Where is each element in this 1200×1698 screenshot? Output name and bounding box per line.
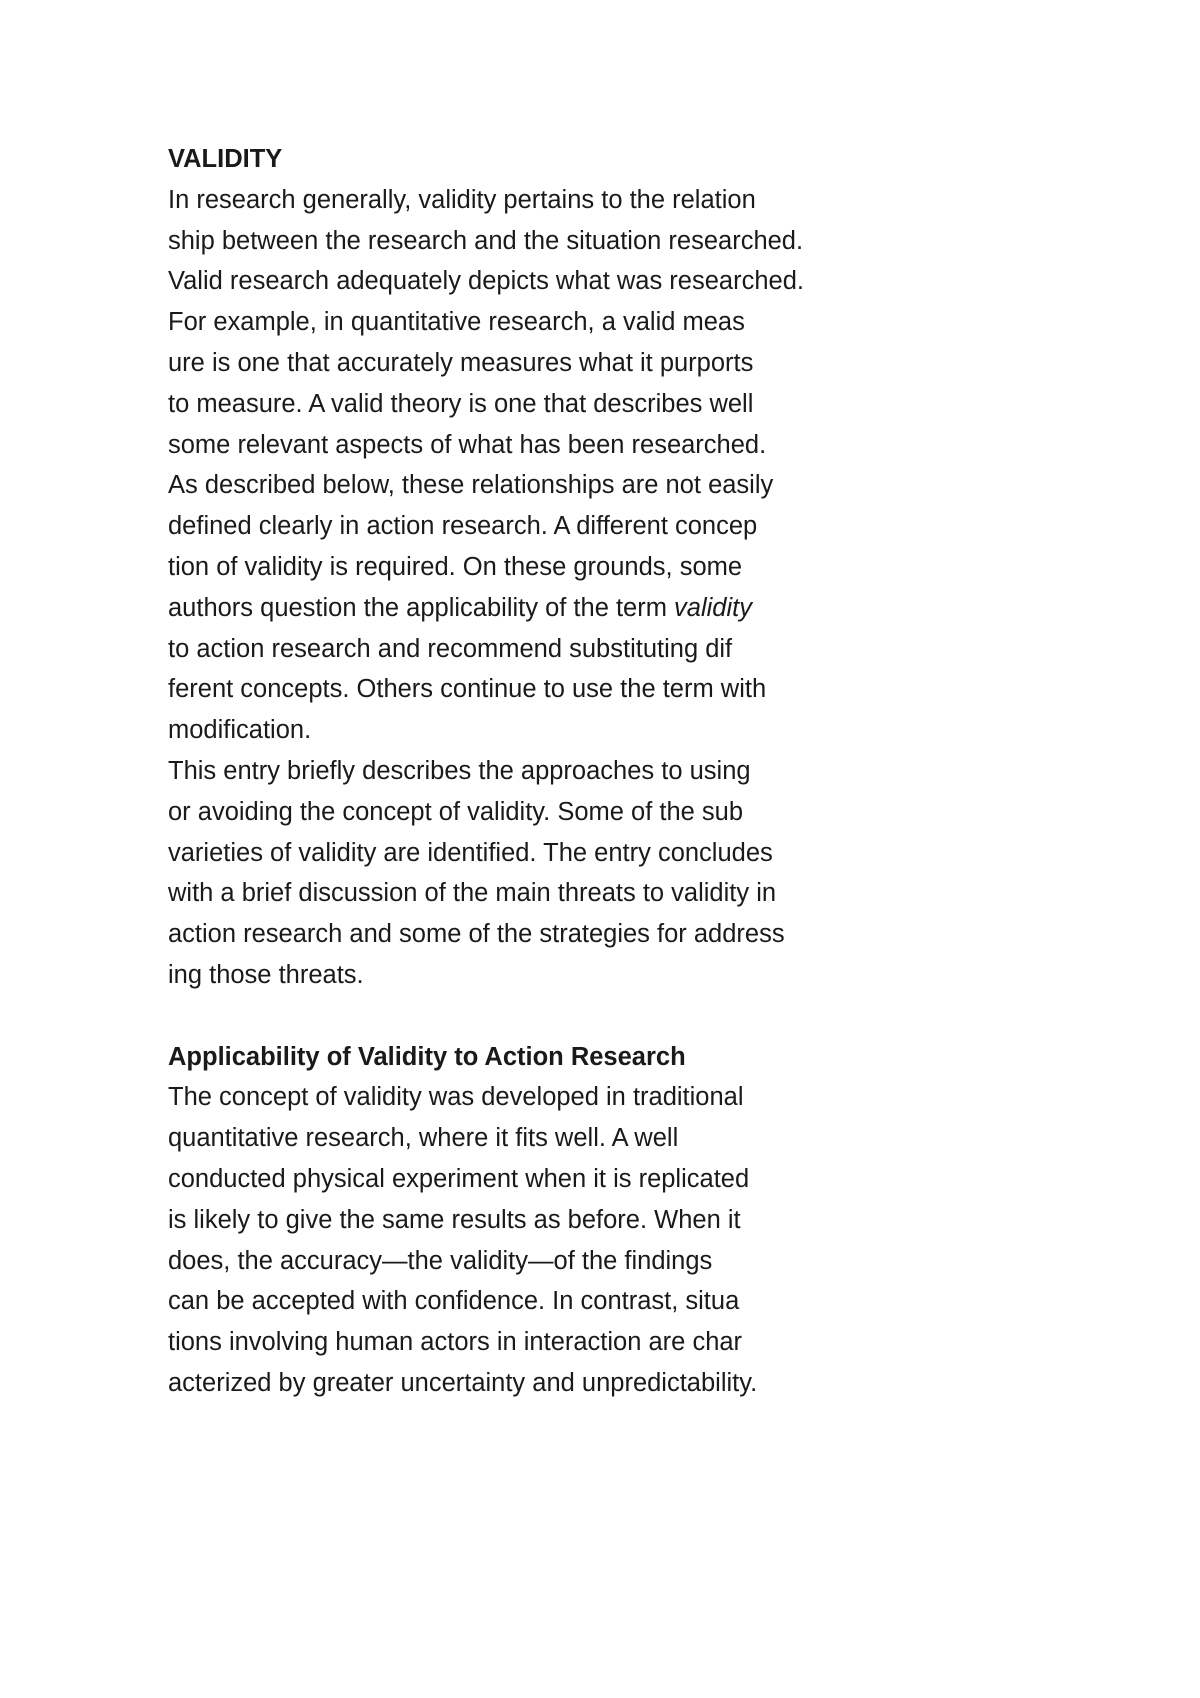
text-line: defined clearly in action research. A different concep <box>168 512 758 541</box>
text-line: quantitative research, where it fits well. A well <box>168 1124 679 1153</box>
text-line: In research generally, validity pertains to the relation <box>168 185 756 214</box>
text-line: For example, in quantitative research, a valid meas <box>168 308 745 337</box>
text-line: ing those threats. <box>168 960 364 989</box>
text-line: ship between the research and the situation researched. <box>168 226 804 255</box>
section1-paragraph <box>168 180 804 588</box>
text-line: to measure. A valid theory is one that describes well <box>168 389 754 418</box>
section-heading-validity: VALIDITY <box>168 145 283 173</box>
text-span: authors question the applicability of the term <box>168 593 675 622</box>
text-line: This entry briefly describes the approaches to using <box>168 756 751 785</box>
section2-paragraph <box>168 1077 804 1403</box>
paragraph-gap <box>168 996 804 1037</box>
text-line <box>168 588 804 629</box>
text-line: some relevant aspects of what has been researched. <box>168 430 767 459</box>
text-line: ferent concepts. Others continue to use the term with <box>168 675 767 704</box>
text-line: ure is one that accurately measures what it purports <box>168 348 754 377</box>
text-line: Valid research adequately depicts what was researched. <box>168 267 804 296</box>
text-line: conducted physical experiment when it is replicated <box>168 1164 750 1193</box>
text-line: tion of validity is required. On these grounds, some <box>168 552 743 581</box>
text-line: is likely to give the same results as before. When it <box>168 1205 741 1234</box>
text-line: does, the accuracy—the validity—of the findings <box>168 1246 713 1275</box>
italic-term: validity <box>674 593 752 622</box>
text-line: to action research and recommend substituting dif <box>168 634 733 663</box>
text-line: tions involving human actors in interaction are char <box>168 1328 743 1357</box>
section-heading-applicability: Applicability of Validity to Action Research <box>168 1042 686 1071</box>
text-line: or avoiding the concept of validity. Some of the sub <box>168 797 744 826</box>
text-line: acterized by greater uncertainty and unpredictability. <box>168 1368 758 1397</box>
text-line: with a brief discussion of the main threats to validity in <box>168 879 777 908</box>
section1-paragraph-cont <box>168 629 804 996</box>
text-line: action research and some of the strategies for address <box>168 920 785 949</box>
text-line: varieties of validity are identified. The entry concludes <box>168 838 773 867</box>
document-page <box>168 139 804 1404</box>
text-line: modification. <box>168 716 312 745</box>
text-line: can be accepted with confidence. In contrast, situa <box>168 1287 740 1316</box>
text-line: The concept of validity was developed in traditional <box>168 1083 744 1112</box>
text-line: As described below, these relationships are not easily <box>168 471 774 500</box>
